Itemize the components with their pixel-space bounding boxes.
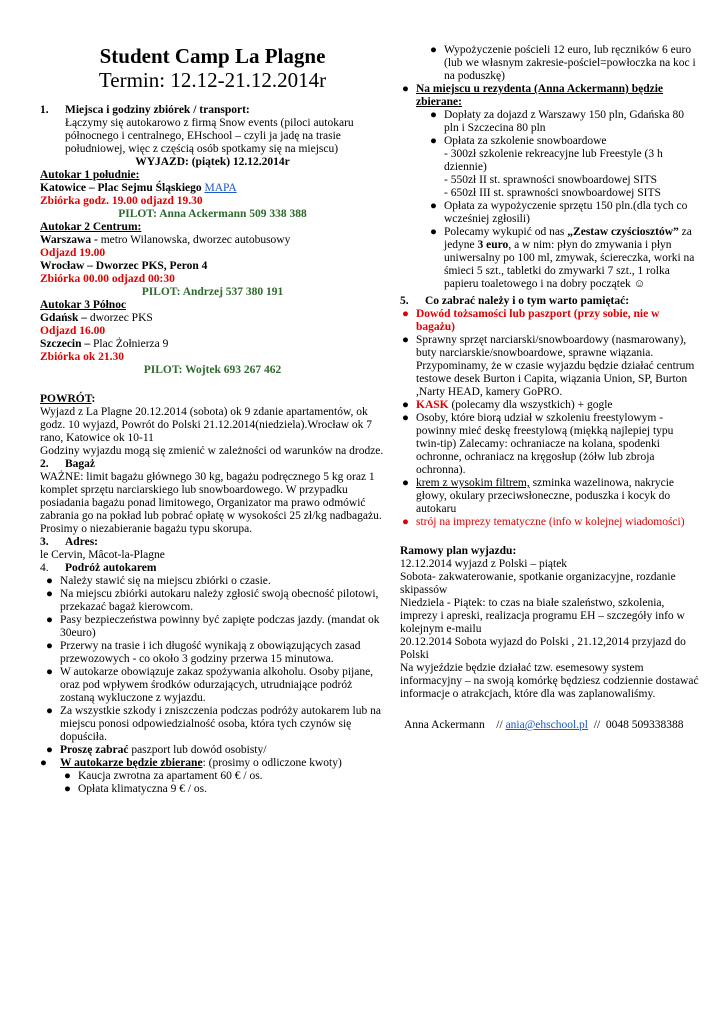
bullet-icon: ● <box>402 308 409 320</box>
bus-2-times: Zbiórka 00.00 odjazd 00:30 <box>40 273 175 285</box>
plan-line: 12.12.2014 wyjazd z Polski – piątek <box>400 558 568 570</box>
return-note: Godziny wyjazdu mogą się zmienić w zależności od warunków na drodze. <box>40 445 384 457</box>
list-item: ● Opłata za wypożyczenie sprzętu 150 pln.(dla tych co wcześniej zgłosili) <box>430 200 688 225</box>
bullet-icon: ● <box>46 575 53 587</box>
list-item: ● Przerwy na trasie i ich długość wynikają z obowiązujących zasad przewozowych - co około 3 godziny przerwa 15 minutowa. <box>46 640 361 665</box>
bus-1-times: Zbiórka godz. 19.00 odjazd 19.30 <box>40 195 203 207</box>
plan-line: 20.12.2014 Sobota wyjazd do Polski , 21.12,2014 przyjazd do Polski <box>400 636 686 661</box>
bullet-icon: ● <box>402 516 409 528</box>
section-1-heading: 1. Miejsca i godziny zbiórek / transport: <box>40 104 250 116</box>
document-title: Student Camp La Plagne <box>99 44 326 68</box>
section-3-heading: 3. Adres: <box>40 536 99 548</box>
email-link[interactable]: ania@ehschool.pl <box>505 719 589 731</box>
bullet-icon: ● <box>402 334 409 346</box>
plan-line: Niedziela - Piątek: to czas na białe szaleństwo, szkolenia, imprezy i apreski, realizacja programu EH – szczegóły info w kolejnym e-mailu <box>400 597 685 635</box>
bus-1-pilot: PILOT: Anna Ackermann 509 338 388 <box>118 208 307 220</box>
bullet-icon: ● <box>402 399 409 411</box>
plan-line: Sobota- zakwaterowanie, spotkanie organizacyjne, rozdanie skipassów <box>400 571 676 596</box>
bus-1-place: Katowice – Plac Sejmu Śląskiego MAPA <box>40 182 237 194</box>
list-item: ● KASK (polecamy dla wszystkich) + gogle <box>402 399 613 411</box>
bullet-icon: ● <box>46 744 53 756</box>
luggage-text: WAŻNE: limit bagażu głównego 30 kg, bagażu podręcznego 5 kg oraz 1 komplet sprzętu narciarskiego lub snowboardowego. W przypadku posiadania bagażu ponad limitowego, Organizator ma prawo odmówić zabrania go na pokład lub pobrać opłatę w wysokości 25 zł/kg nadbagażu. Prosimy o niezabieranie bagażu typu skorupa. <box>40 471 382 535</box>
section-2-heading: 2. Bagaż <box>40 458 96 470</box>
bus-3-pilot: PILOT: Wojtek 693 267 462 <box>143 364 282 376</box>
section-5-heading: 5. Co zabrać należy i o tym warto pamiętać: <box>400 295 630 307</box>
bullet-icon: ● <box>402 477 409 489</box>
bullet-icon: ● <box>64 783 71 795</box>
return-text: Wyjazd z La Plagne 20.12.2014 (sobota) ok 9 zdanie apartamentów, ok godz. 10 wyjazd, Powrót do Polski 21.12.2014(niedziela).Wrocław ok 7 rano, Katowice ok 10-11 <box>40 406 373 444</box>
bus-2-departure: Odjazd 19.00 <box>40 247 106 259</box>
map-link[interactable]: MAPA <box>204 182 237 194</box>
plan-heading: Ramowy plan wyjazdu: <box>400 545 517 557</box>
bullet-icon: ● <box>40 757 47 769</box>
list-item: ● Kaucja zwrotna za apartament 60 € / os. <box>64 770 263 782</box>
bullet-icon: ● <box>46 666 53 678</box>
list-item: ● Wypożyczenie pościeli 12 euro, lub ręczników 6 euro (lub we własnym zakresie-pościel=powłoczka na koc i na poduszkę) <box>430 44 696 82</box>
intro-text: Łączymy się autokarowo z firmą Snow events (piloci autokaru północnego i centralnego, EHschool – czyli ja jadę na trasie południowej, więc z częścią osób spotkamy się na miejscu) <box>65 117 354 155</box>
bus-3-place-1: Gdańsk – dworzec PKS <box>40 312 153 324</box>
list-item: ● Opłata za szkolenie snowboardowe - 300zł szkolenie rekreacyjne lub Freestyle (3 h dziennie) - 550zł II st. sprawności snowboardowej SITS - 650zł III st. sprawności snowboardowej SITS <box>430 135 663 199</box>
plan-line: Na wyjeździe będzie działać tzw. esemesowy system informacyjny – na swoją komórkę będziesz codziennie dostawać informacje o atrakcjach, które dla was zaplanowaliśmy. <box>400 662 699 700</box>
section-4-heading: 4. Podróż autokarem <box>40 562 157 574</box>
list-item: ● strój na imprezy tematyczne (info w kolejnej wiadomości) <box>402 516 685 528</box>
bus-3-place-2: Szczecin – Plac Żołnierza 9 <box>40 338 169 350</box>
list-item: ● Na miejscu zbiórki autokaru należy zgłosić swoją obecność pilotowi, przekazać bagaż kierowcom. <box>46 588 379 613</box>
bus-rules-list <box>40 575 385 757</box>
bullet-icon: ● <box>430 200 437 212</box>
collected-on-bus <box>40 757 385 796</box>
left-column <box>40 0 385 796</box>
bus-2-place-1: Warszawa - metro Wilanowska, dworzec autobusowy <box>40 234 291 246</box>
bullet-icon: ● <box>402 83 409 95</box>
bullet-icon: ● <box>46 640 53 652</box>
bullet-icon: ● <box>430 44 437 56</box>
list-item: ● Osoby, które biorą udział w szkoleniu freestylowym - powinny mieć deskę freestylową (miękką najlepiej typu twin-tip) Zalecamy: ochraniacze na kolana, spodenki ochronne, ochraniacz na kręgosłup (żółw lub zbroja ochronna). <box>402 412 674 476</box>
return-heading: POWRÓT: <box>40 393 96 405</box>
bullet-icon: ● <box>64 770 71 782</box>
list-item: ● Należy stawić się na miejscu zbiórki o czasie. <box>46 575 271 587</box>
bullet-icon: ● <box>430 135 437 147</box>
bus-1-heading: Autokar 1 południe: <box>40 169 140 181</box>
bullet-icon: ● <box>402 412 409 424</box>
bus-3-heading: Autokar 3 Północ <box>40 299 127 311</box>
list-item: ● Dopłaty za dojazd z Warszawy 150 pln, Gdańska 80 pln i Szczecina 80 pln <box>430 109 684 134</box>
list-item: ● Dowód tożsamości lub paszport (przy sobie, nie w bagażu) <box>402 308 660 333</box>
bullet-icon: ● <box>430 226 437 238</box>
departure-date: WYJAZD: (piątek) 12.12.2014r <box>135 156 290 168</box>
bus-3-times: Zbiórka ok 21.30 <box>40 351 125 363</box>
document-subtitle: Termin: 12.12-21.12.2014r <box>98 68 327 92</box>
list-item: ● Proszę zabrać paszport lub dowód osobisty/ <box>46 744 267 756</box>
rep-heading: ● Na miejscu u rezydenta (Anna Ackermann) będzie zbierane: <box>402 83 664 108</box>
bus-2-heading: Autokar 2 Centrum: <box>40 221 142 233</box>
list-item: ● Pasy bezpieczeństwa powinny być zapięte podczas jazdy. (mandat ok 30euro) <box>46 614 380 639</box>
address-text: le Cervin, Mâcot-la-Plagne <box>40 549 165 561</box>
list-item: ● krem z wysokim filtrem, szminka wazelinowa, nakrycie głowy, okulary przeciwsłoneczne, poduszka i kocyk do autokaru <box>402 477 675 515</box>
bus-3-departure: Odjazd 16.00 <box>40 325 106 337</box>
bullet-icon: ● <box>46 705 53 717</box>
bullet-icon: ● <box>46 614 53 626</box>
right-column <box>400 44 700 732</box>
bullet-icon: ● <box>46 588 53 600</box>
bus-2-place-2: Wrocław – Dworzec PKS, Peron 4 <box>40 260 208 272</box>
signature: Anna Ackermann // ania@ehschool.pl // 0048 509338388 <box>404 719 684 731</box>
list-item: ● W autokarze obowiązuje zakaz spożywania alkoholu. Osoby pijane, oraz pod wpływem środków odurzających, utrudniające podróż zostaną wykluczone z wyjazdu. <box>46 666 374 704</box>
list-item: ● Za wszystkie szkody i zniszczenia podczas podróży autokarem lub na miejscu ponosi odpowiedzialność osoba, która tych czynów się dopuściła. <box>46 705 381 743</box>
list-item: ● W autokarze będzie zbierane: (prosimy o odliczone kwoty) <box>40 757 342 769</box>
bullet-icon: ● <box>430 109 437 121</box>
list-item: ● Polecamy wykupić od nas „Zestaw czyściosztów” za jedyne 3 euro, a w nim: płyn do zmywania i płyn uniwersalny po 100 ml, zmywak, ściereczka, worki na śmieci 5 szt., tabletki do zmywarki 7 szt., 1 rolka papieru toaletowego i na dobry początek ☺ <box>430 226 695 290</box>
bus-2-pilot: PILOT: Andrzej 537 380 191 <box>141 286 284 298</box>
list-item: ● Opłata klimatyczna 9 € / os. <box>64 783 208 795</box>
list-item: ● Sprawny sprzęt narciarski/snowboardowy (nasmarowany), buty narciarskie/snowboardowe, sprawne wiązania. Przypominamy, że w czasie wyjazdu będzie działać centrum testowe desek Burton i Capita, wiązania Union, SP, Burton ,Narty HEAD, kamery GoPRO. <box>402 334 695 398</box>
